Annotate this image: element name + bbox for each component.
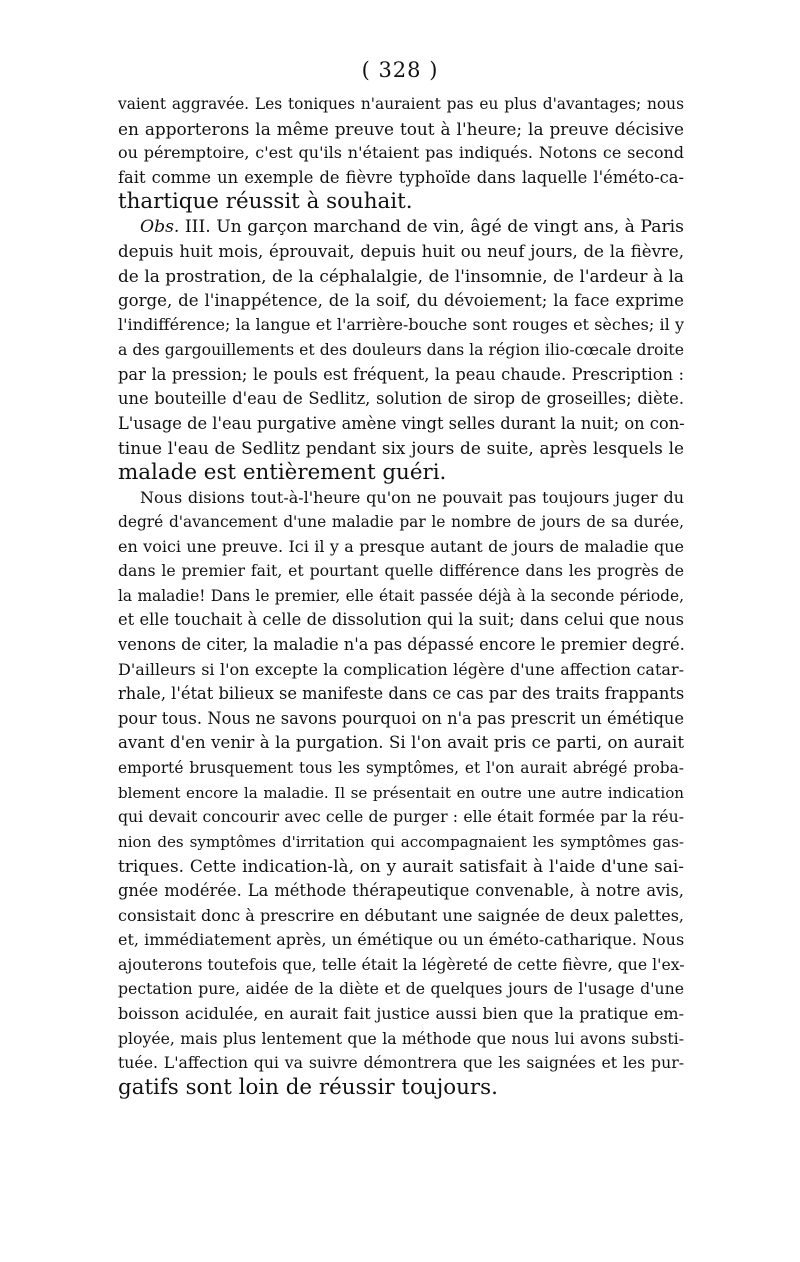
text-line-content: une bouteille d'eau de Sedlitz, solution de sirop de groseilles; diète. [118, 389, 684, 409]
text-line-content: vaient aggravée. Les toniques n'auraient pas eu plus d'avantages; nous [118, 95, 684, 113]
text-line-content: de la prostration, de la céphalalgie, de l'insomnie, de l'ardeur à la [118, 266, 684, 287]
text-line-content: par la pression; le pouls est fréquent, la peau chaude. Prescription : [118, 364, 684, 384]
text-line [118, 387, 684, 412]
text-line-content: L'usage de l'eau purgative amène vingt selles durant la nuit; on con- [118, 413, 685, 433]
text-line [118, 854, 684, 879]
text-line [118, 879, 684, 904]
body-text [118, 92, 684, 1100]
text-line-content: D'ailleurs si l'on excepte la complication légère d'une affection catar- [118, 659, 684, 679]
text-line [118, 535, 684, 560]
text-line-content: gorge, de l'inappétence, de la soif, du dévoiement; la face exprime [118, 290, 684, 310]
text-line [118, 166, 684, 191]
text-line-content: blement encore la maladie. Il se présentait en outre une autre indication [118, 783, 684, 802]
text-line-content: l'indifférence; la langue et l'arrière-bouche sont rouges et sèches; il y [118, 315, 684, 335]
text-line [118, 904, 684, 929]
text-line [118, 584, 684, 609]
text-line [118, 461, 684, 486]
text-line-content: en voici une preuve. Ici il y a presque autant de jours de maladie que [118, 536, 684, 556]
text-line-content: avant d'en venir à la purgation. Si l'on avait pris ce parti, on aurait [118, 733, 684, 753]
observation-label: Obs. [140, 216, 180, 237]
text-line [118, 486, 684, 511]
text-line [118, 559, 684, 584]
text-line [118, 781, 684, 806]
text-line-content: rhale, l'état bilieux se manifeste dans ce cas par des traits frappants [118, 684, 685, 704]
text-line [118, 928, 684, 953]
text-line-content: venons de citer, la maladie n'a pas dépassé encore le premier degré. [118, 635, 685, 655]
text-line-content: malade est entièrement guéri. [118, 459, 447, 485]
text-line-content: ployée, mais plus lentement que la méthode que nous lui avons substi- [118, 1028, 684, 1048]
text-line [118, 1002, 684, 1027]
text-line-content: degré d'avancement d'une maladie par le nombre de jours de sa durée, [118, 513, 684, 532]
text-line [118, 510, 684, 535]
text-line [118, 289, 684, 314]
text-line [118, 240, 684, 265]
text-line [118, 264, 684, 289]
text-line [118, 436, 684, 461]
text-line [118, 953, 684, 978]
text-line [118, 313, 684, 338]
text-line-content: emporté brusquement tous les symptômes, et l'on aurait abrégé proba- [118, 759, 684, 778]
text-line [118, 190, 684, 215]
text-line [118, 338, 684, 363]
text-line-content: fait comme un exemple de fièvre typhoïde dans laquelle l'éméto-ca- [118, 167, 684, 187]
text-line-content: III. Un garçon marchand de vin, âgé de vingt ans, à Paris [179, 216, 684, 237]
text-line [118, 1027, 684, 1052]
text-line [118, 92, 684, 117]
text-line-content: pour tous. Nous ne savons pourquoi on n'a pas prescrit un émétique [118, 708, 684, 728]
text-line [118, 141, 684, 166]
text-line [118, 608, 684, 633]
text-line-content: consistait donc à prescrire en débutant une saignée de deux palettes, [118, 905, 684, 925]
text-line-content: depuis huit mois, éprouvait, depuis huit ou neuf jours, de la fièvre, [118, 241, 684, 261]
text-line-content: pectation pure, aidée de la diète et de quelques jours de l'usage d'une [118, 979, 684, 999]
text-line-content: gatifs sont loin de réussir toujours. [118, 1074, 498, 1100]
text-line-content: et elle touchait à celle de dissolution qui la suit; dans celui que nous [118, 610, 684, 630]
text-line [118, 412, 684, 437]
text-line-content: thartique réussit à souhait. [118, 189, 413, 215]
text-line-content: boisson acidulée, en aurait fait justice aussi bien que la pratique em- [118, 1003, 684, 1023]
text-line [118, 682, 684, 707]
text-line-content: a des gargouillements et des douleurs dans la région ilio-cœcale droite [118, 339, 684, 359]
text-line [118, 707, 684, 732]
text-line [118, 215, 684, 240]
text-line-content: ajouterons toutefois que, telle était la légèreté de cette fièvre, que l'ex- [118, 954, 685, 974]
text-line-content: nion des symptômes d'irritation qui accompagnaient les symptômes gas- [118, 832, 684, 851]
text-line [118, 633, 684, 658]
text-line-content: Nous disions tout-à-l'heure qu'on ne pouvait pas toujours juger du [140, 487, 684, 507]
text-line [118, 731, 684, 756]
text-line-content: en apporterons la même preuve tout à l'heure; la preuve décisive [118, 118, 684, 139]
text-line [118, 1051, 684, 1076]
text-line-content: gnée modérée. La méthode thérapeutique convenable, à notre avis, [118, 881, 684, 900]
text-line [118, 830, 684, 855]
text-line-content: qui devait concourir avec celle de purger : elle était formée par la réu- [118, 807, 684, 827]
text-line [118, 977, 684, 1002]
text-line-content: ou péremptoire, c'est qu'ils n'étaient pas indiqués. Notons ce second [118, 143, 684, 163]
page-number: ( 328 ) [361, 58, 439, 82]
text-line [118, 756, 684, 781]
text-line-content: et, immédiatement après, un émétique ou un éméto-catharique. Nous [118, 930, 685, 950]
text-line-content: dans le premier fait, et pourtant quelle différence dans les progrès de [118, 561, 684, 581]
text-line [118, 805, 684, 830]
text-line-content: tinue l'eau de Sedlitz pendant six jours de suite, après lesquels le [118, 438, 684, 459]
text-line [118, 1076, 684, 1101]
text-line-content: tuée. L'affection qui va suivre démontrera que les saignées et les pur- [118, 1053, 684, 1073]
text-line-content: la maladie! Dans le premier, elle était passée déjà à la seconde période, [118, 586, 684, 605]
text-line [118, 658, 684, 683]
text-line-content: triques. Cette indication-là, on y aurait satisfait à l'aide d'une sai- [118, 856, 684, 877]
text-line [118, 117, 684, 142]
text-line [118, 363, 684, 388]
